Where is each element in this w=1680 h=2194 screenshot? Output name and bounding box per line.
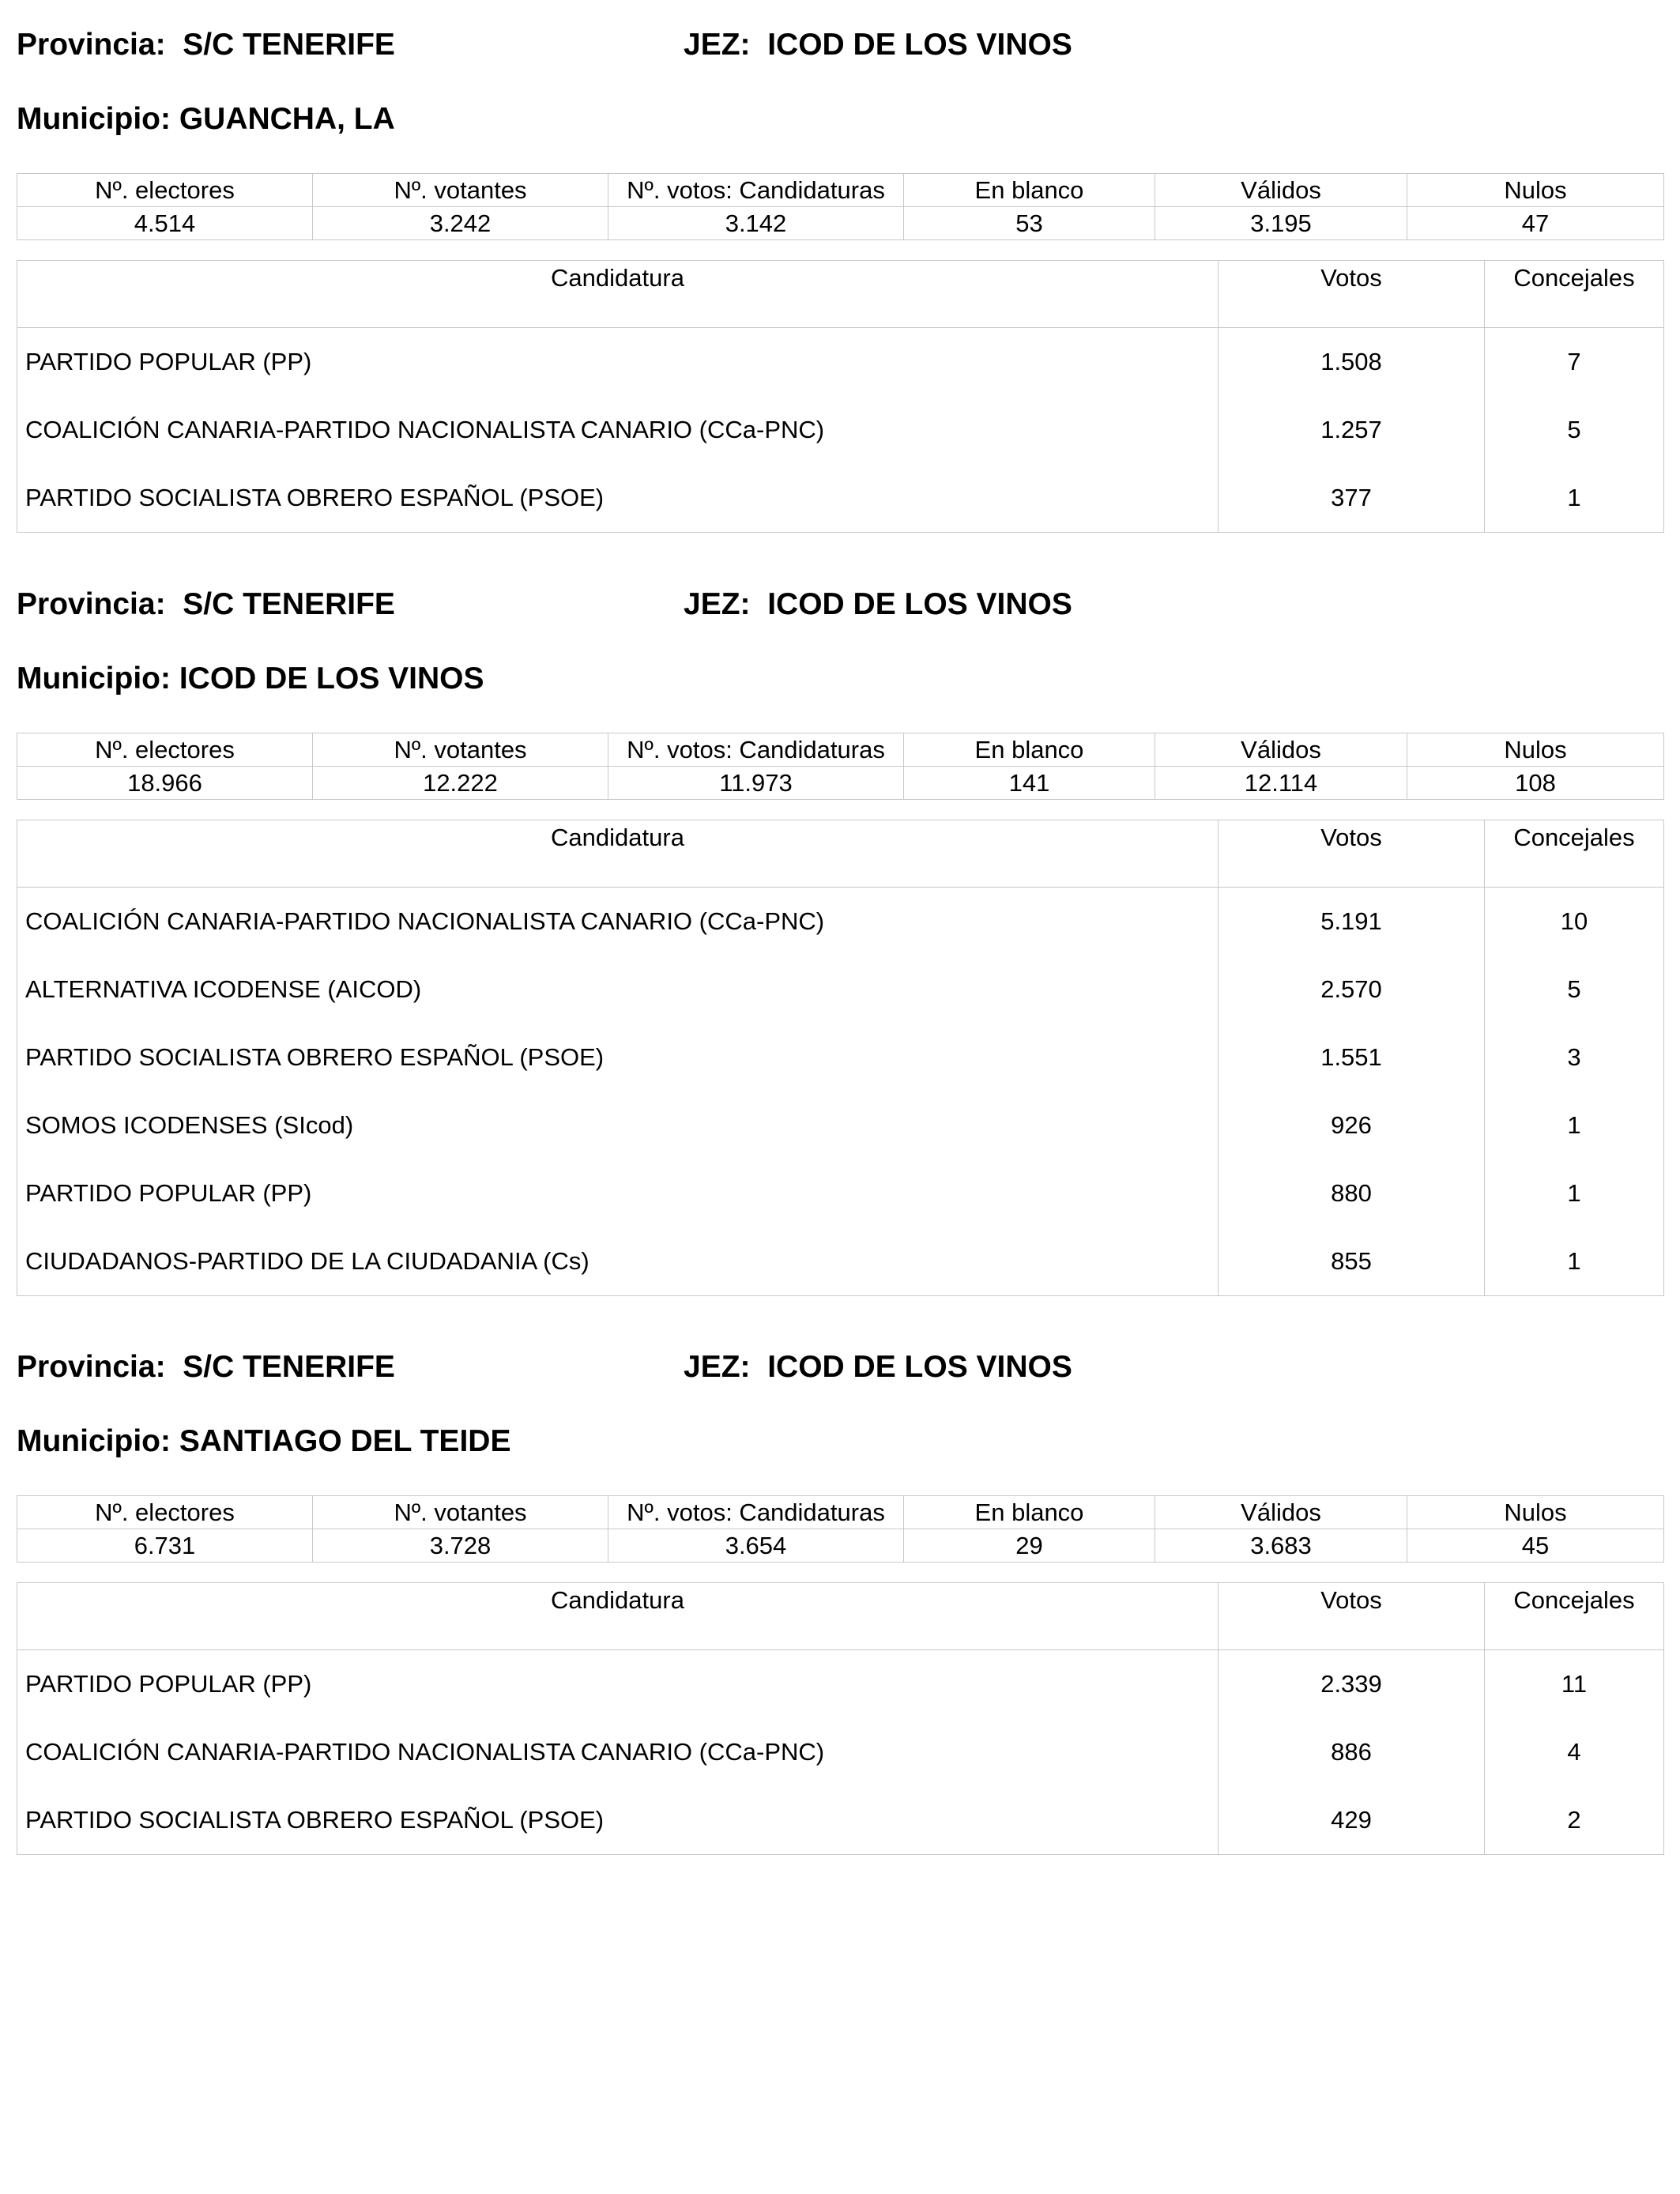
stats-header-en-blanco: En blanco [904,1496,1155,1529]
candidatura-concejales: 1 [1485,464,1664,533]
stats-votos-candidaturas: 3.654 [608,1529,904,1563]
candidatura-name: PARTIDO POPULAR (PP) [17,328,1219,397]
stats-header-validos: Válidos [1155,174,1407,207]
stats-en-blanco: 53 [904,207,1155,240]
stats-nulos: 47 [1407,207,1664,240]
candidatura-concejales: 7 [1485,328,1664,397]
jez-heading: JEZ: ICOD DE LOS VINOS [684,28,1072,62]
candidatura-votos: 2.339 [1219,1650,1485,1719]
stats-validos: 3.195 [1155,207,1407,240]
table-row [17,1227,1664,1296]
stats-header-votos-candidaturas: Nº. votos: Candidaturas [608,733,904,767]
candidatura-concejales: 4 [1485,1718,1664,1786]
stats-electores: 18.966 [17,767,313,800]
jez-value: ICOD DE LOS VINOS [767,1350,1072,1384]
candidatura-votos: 1.551 [1219,1023,1485,1091]
table-row [17,1091,1664,1159]
candidatura-concejales: 11 [1485,1650,1664,1719]
stats-votantes: 3.242 [313,207,608,240]
provincia-heading: Provincia: S/C TENERIFE [17,28,395,62]
provincia-heading: Provincia: S/C TENERIFE [17,587,395,621]
results-table [17,820,1664,1296]
results-table [17,1582,1664,1855]
table-row [17,396,1664,464]
candidatura-name: PARTIDO SOCIALISTA OBRERO ESPAÑOL (PSOE) [17,464,1219,533]
provincia-line [17,21,1663,69]
results-header-row [17,820,1664,888]
stats-header-votantes: Nº. votantes [313,1496,608,1529]
stats-en-blanco: 141 [904,767,1155,800]
candidatura-concejales: 5 [1485,396,1664,464]
stats-header-validos: Válidos [1155,733,1407,767]
provincia-line [17,1344,1663,1391]
candidatura-name: COALICIÓN CANARIA-PARTIDO NACIONALISTA CANARIO (CCa-PNC) [17,888,1219,956]
stats-validos: 3.683 [1155,1529,1407,1563]
jez-value: ICOD DE LOS VINOS [767,587,1072,621]
stats-nulos: 108 [1407,767,1664,800]
stats-header-votantes: Nº. votantes [313,174,608,207]
candidatura-votos: 5.191 [1219,888,1485,956]
stats-header-votos-candidaturas: Nº. votos: Candidaturas [608,174,904,207]
municipio-value: SANTIAGO DEL TEIDE [179,1424,511,1458]
stats-votantes: 12.222 [313,767,608,800]
stats-validos: 12.114 [1155,767,1407,800]
candidatura-votos: 2.570 [1219,956,1485,1023]
header-concejales: Concejales [1485,1583,1664,1650]
stats-header-en-blanco: En blanco [904,174,1155,207]
table-row [17,1023,1664,1091]
candidatura-votos: 880 [1219,1159,1485,1227]
stats-value-row [17,767,1664,800]
candidatura-votos: 886 [1219,1718,1485,1786]
municipio-heading: Municipio: SANTIAGO DEL TEIDE [17,1424,511,1458]
candidatura-name: PARTIDO POPULAR (PP) [17,1650,1219,1719]
header-concejales: Concejales [1485,261,1664,328]
municipio-heading: Municipio: ICOD DE LOS VINOS [17,662,484,696]
table-row [17,1786,1664,1855]
candidatura-concejales: 1 [1485,1227,1664,1296]
provincia-value: S/C TENERIFE [183,1350,395,1384]
candidatura-name: PARTIDO SOCIALISTA OBRERO ESPAÑOL (PSOE) [17,1786,1219,1855]
table-row [17,1159,1664,1227]
stats-en-blanco: 29 [904,1529,1155,1563]
candidatura-name: PARTIDO POPULAR (PP) [17,1159,1219,1227]
stats-table [17,733,1664,800]
candidatura-name: ALTERNATIVA ICODENSE (AICOD) [17,956,1219,1023]
stats-header-electores: Nº. electores [17,174,313,207]
candidatura-concejales: 5 [1485,956,1664,1023]
stats-header-electores: Nº. electores [17,1496,313,1529]
header-candidatura: Candidatura [17,820,1219,888]
header-votos: Votos [1219,820,1485,888]
table-row [17,1718,1664,1786]
stats-header-nulos: Nulos [1407,733,1664,767]
candidatura-votos: 377 [1219,464,1485,533]
provincia-line [17,581,1663,628]
stats-header-row [17,1496,1664,1529]
table-row [17,1650,1664,1719]
stats-table [17,1495,1664,1563]
results-header-row [17,261,1664,328]
table-row [17,464,1664,533]
jez-heading: JEZ: ICOD DE LOS VINOS [684,1350,1072,1384]
table-row [17,328,1664,397]
candidatura-concejales: 1 [1485,1159,1664,1227]
jez-value: ICOD DE LOS VINOS [767,28,1072,62]
stats-header-en-blanco: En blanco [904,733,1155,767]
stats-nulos: 45 [1407,1529,1664,1563]
stats-header-row [17,733,1664,767]
stats-header-votantes: Nº. votantes [313,733,608,767]
header-candidatura: Candidatura [17,261,1219,328]
stats-value-row [17,207,1664,240]
stats-votos-candidaturas: 3.142 [608,207,904,240]
stats-header-validos: Válidos [1155,1496,1407,1529]
provincia-value: S/C TENERIFE [183,587,395,621]
candidatura-name: SOMOS ICODENSES (SIcod) [17,1091,1219,1159]
municipio-value: GUANCHA, LA [179,102,395,136]
stats-electores: 4.514 [17,207,313,240]
header-concejales: Concejales [1485,820,1664,888]
stats-header-nulos: Nulos [1407,1496,1664,1529]
municipio-heading: Municipio: GUANCHA, LA [17,102,395,136]
stats-value-row [17,1529,1664,1563]
candidatura-votos: 429 [1219,1786,1485,1855]
candidatura-concejales: 10 [1485,888,1664,956]
candidatura-concejales: 2 [1485,1786,1664,1855]
stats-electores: 6.731 [17,1529,313,1563]
candidatura-concejales: 3 [1485,1023,1664,1091]
header-votos: Votos [1219,261,1485,328]
header-votos: Votos [1219,1583,1485,1650]
candidatura-name: COALICIÓN CANARIA-PARTIDO NACIONALISTA CANARIO (CCa-PNC) [17,1718,1219,1786]
stats-table [17,173,1664,240]
table-row [17,956,1664,1023]
results-header-row [17,1583,1664,1650]
candidatura-votos: 855 [1219,1227,1485,1296]
candidatura-votos: 1.257 [1219,396,1485,464]
stats-votos-candidaturas: 11.973 [608,767,904,800]
candidatura-name: COALICIÓN CANARIA-PARTIDO NACIONALISTA CANARIO (CCa-PNC) [17,396,1219,464]
candidatura-name: PARTIDO SOCIALISTA OBRERO ESPAÑOL (PSOE) [17,1023,1219,1091]
stats-header-row [17,174,1664,207]
candidatura-votos: 1.508 [1219,328,1485,397]
provincia-value: S/C TENERIFE [183,28,395,62]
provincia-heading: Provincia: S/C TENERIFE [17,1350,395,1384]
municipio-value: ICOD DE LOS VINOS [179,662,484,696]
results-table [17,260,1664,533]
table-row [17,888,1664,956]
stats-header-nulos: Nulos [1407,174,1664,207]
candidatura-votos: 926 [1219,1091,1485,1159]
stats-votantes: 3.728 [313,1529,608,1563]
header-candidatura: Candidatura [17,1583,1219,1650]
jez-heading: JEZ: ICOD DE LOS VINOS [684,587,1072,621]
candidatura-name: CIUDADANOS-PARTIDO DE LA CIUDADANIA (Cs) [17,1227,1219,1296]
stats-header-electores: Nº. electores [17,733,313,767]
candidatura-concejales: 1 [1485,1091,1664,1159]
stats-header-votos-candidaturas: Nº. votos: Candidaturas [608,1496,904,1529]
